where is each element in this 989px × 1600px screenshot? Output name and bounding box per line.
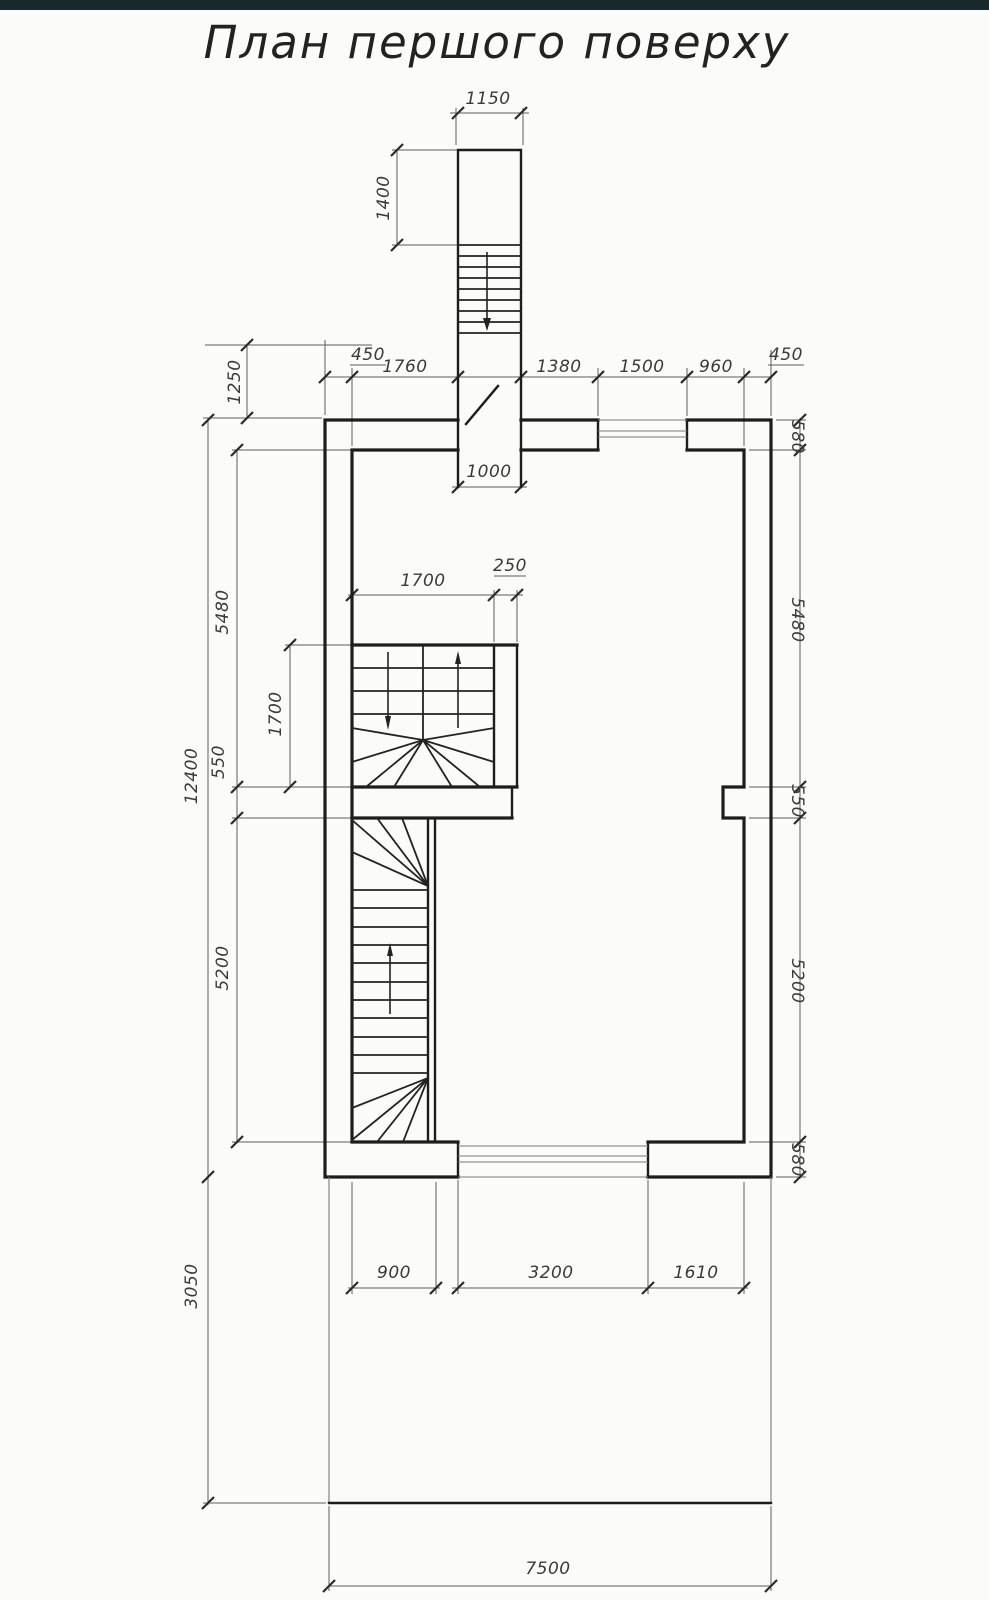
entry-door-leaf: [466, 386, 498, 424]
down-arrow-icon: [483, 318, 491, 331]
dim-top-left: 1760: [382, 357, 428, 377]
dim-bottom-window: 3200: [528, 1263, 574, 1283]
dim-bottom-right: 1610: [673, 1263, 719, 1283]
dim-stair-width: 1700: [400, 571, 446, 591]
window-glazing: [458, 420, 687, 1177]
dim-top-wall-right: 450: [769, 345, 803, 365]
terrace: [329, 1177, 771, 1503]
down-arrow-icon: [385, 716, 391, 730]
dim-stair-length: 1700: [266, 691, 286, 737]
dim-total-width: 7500: [525, 1559, 571, 1579]
dim-lower-room-left: 5200: [213, 945, 233, 991]
entry-stair-tower: [458, 150, 521, 487]
dim-ext-stair-width: 1150: [465, 89, 511, 109]
dim-entry-door: 1000: [466, 462, 512, 482]
dimension-ticks: [202, 107, 806, 1592]
dim-top-wall-left: 450: [351, 345, 385, 365]
exterior-walls: [325, 420, 771, 1177]
dim-total-height: 12400: [182, 747, 202, 805]
dimension-labels: [182, 89, 807, 1579]
dim-top-mid: 1380: [536, 357, 582, 377]
up-arrow-icon: [455, 651, 461, 664]
dim-top-window: 1500: [619, 357, 665, 377]
dim-terrace-depth: 3050: [182, 1263, 202, 1309]
dim-ext-stair-landing: 1400: [374, 175, 394, 221]
dim-lower-room-right: 5200: [787, 958, 807, 1004]
dim-ledge-left: 550: [209, 745, 229, 779]
window-jambs: [458, 420, 687, 1177]
dim-ledge-right: 550: [787, 784, 807, 818]
dim-top-right: 960: [699, 357, 733, 377]
lower-stair: [352, 818, 435, 1142]
upper-stair-treads: [352, 645, 494, 787]
dim-upper-room-left: 5480: [213, 589, 233, 635]
dim-porch-depth: 1250: [225, 359, 245, 405]
dim-upper-room-right: 5480: [787, 597, 807, 643]
lower-stair-wall: [428, 818, 435, 1142]
wall-outline: [325, 420, 771, 1177]
dim-right-wall-bottom: 580: [787, 1143, 807, 1177]
upper-stair: [352, 645, 517, 818]
dim-stair-rail: 250: [493, 556, 527, 576]
dim-bottom-left: 900: [377, 1263, 411, 1283]
page-title: План першого поверху: [203, 16, 791, 69]
terrace-sides: [329, 1177, 771, 1503]
dim-line-network: [203, 108, 806, 1591]
upper-stair-rail: [494, 645, 517, 818]
dim-right-wall-top: 580: [787, 420, 807, 454]
dimension-lines: [202, 107, 806, 1592]
